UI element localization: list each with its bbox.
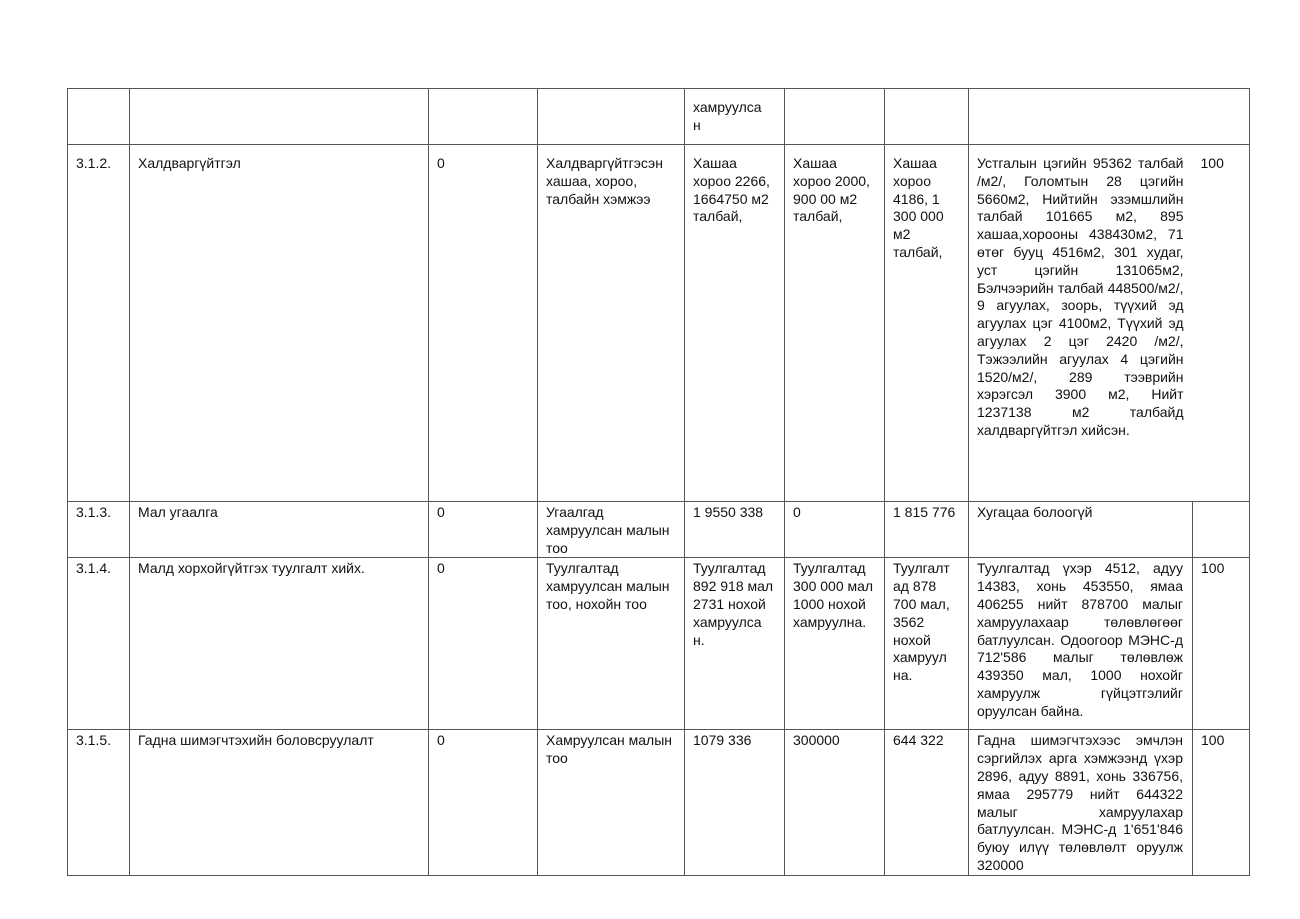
- table-row: [68, 89, 1250, 145]
- target-plan: Хашаа хороо 2000, 900 00 м2 талбай,: [785, 145, 885, 502]
- row-number: [68, 89, 130, 145]
- activity-name: Халдваргүйтгэл: [130, 145, 429, 502]
- baseline-value: [429, 89, 538, 145]
- target-plan: 300000: [785, 730, 885, 875]
- activity-name: Гадна шимэгчтэхийн боловсруулалт: [130, 730, 429, 875]
- indicator: [538, 89, 685, 145]
- target-prev: хамруулса н: [685, 89, 785, 145]
- completion-percent: 100: [1193, 145, 1250, 502]
- progress-detail: Хугацаа болоогүй: [969, 502, 1193, 558]
- completion-percent: 100: [1193, 558, 1250, 730]
- target-prev: 1079 336: [685, 730, 785, 875]
- actual-result: 1 815 776: [885, 502, 969, 558]
- actual-result: Туулгалт ад 878 700 мал, 3562 нохой хамруул на.: [885, 558, 969, 730]
- table-row: [68, 502, 1250, 558]
- activity-name: Мал угаалга: [130, 502, 429, 558]
- target-prev: Хашаа хороо 2266, 1664750 м2 талбай,: [685, 145, 785, 502]
- completion-percent: 100: [1193, 730, 1250, 875]
- baseline-value: 0: [429, 558, 538, 730]
- indicator: Халдваргүйтгэсэн хашаа, хороо, талбайн хэмжээ: [538, 145, 685, 502]
- indicator: Туулгалтад хамруулсан малын тоо, нохойн тоо: [538, 558, 685, 730]
- baseline-value: 0: [429, 502, 538, 558]
- target-prev: Туулгалтад 892 918 мал 2731 нохой хамруулса н.: [685, 558, 785, 730]
- table-row: [68, 730, 1250, 875]
- target-plan: Туулгалтад 300 000 мал 1000 нохой хамруулна.: [785, 558, 885, 730]
- progress-detail: Гадна шимэгчтэхээс эмчлэн сэргийлэх арга хэмжээнд үхэр 2896, адуу 8891, хонь 336756, ямаа 295779 нийт 644322 малыг хамруулахар батлуулсан. МЭНС-д 1'651'846 буюу илүү төлөвлөлт оруулж 320000: [969, 730, 1193, 875]
- activity-name: [130, 89, 429, 145]
- progress-detail: [969, 89, 1193, 145]
- progress-detail: Устгалын цэгийн 95362 талбай /м2/, Голомтын 28 цэгийн 5660м2, Нийтийн эзэмшлийн талбай 101665 м2, 895 хашаа,хорооны 438430м2, 71 өтөг бууц 4516м2, 301 худаг, уст цэгийн 131065м2, Бэлчээрийн талбай 448500/м2/, 9 агуулах, зоорь, түүхий эд агуулах цэг 4100м2, Түүхий эд агуулах 2 цэг 2420 /м2/, Тэжээлийн агуулах 4 цэгийн 1520/м2/, 289 тээврийн хэрэгсэл 3900 м2, Нийт 1237138 м2 талбайд халдваргүйтгэл хийсэн.: [969, 145, 1193, 502]
- actual-result: Хашаа хороо 4186, 1 300 000 м2 талбай,: [885, 145, 969, 502]
- table-row: [68, 145, 1250, 502]
- target-plan: [785, 89, 885, 145]
- table-row: [68, 558, 1250, 730]
- baseline-value: 0: [429, 730, 538, 875]
- row-number: 3.1.5.: [68, 730, 130, 875]
- completion-percent: [1193, 89, 1250, 145]
- row-number: 3.1.2.: [68, 145, 130, 502]
- target-prev: 1 9550 338: [685, 502, 785, 558]
- indicator: Хамруулсан малын тоо: [538, 730, 685, 875]
- activity-name: Малд хорхойгүйтгэх туулгалт хийх.: [130, 558, 429, 730]
- baseline-value: 0: [429, 145, 538, 502]
- report-table: [67, 88, 1250, 876]
- progress-detail: Туулгалтад үхэр 4512, адуу 14383, хонь 453550, ямаа 406255 нийт 878700 малыг хамруулахаар төлөвлөгөөг батлуулсан. Одоогоор МЭНС-д 712'586 малыг төлөвлөж 439350 мал, 1000 нохойг хамруулж гүйцэтгэлийг оруулсан байна.: [969, 558, 1193, 730]
- row-number: 3.1.3.: [68, 502, 130, 558]
- target-plan: 0: [785, 502, 885, 558]
- completion-percent: [1193, 502, 1250, 558]
- actual-result: 644 322: [885, 730, 969, 875]
- actual-result: [885, 89, 969, 145]
- row-number: 3.1.4.: [68, 558, 130, 730]
- indicator: Угаалгад хамруулсан малын тоо: [538, 502, 685, 558]
